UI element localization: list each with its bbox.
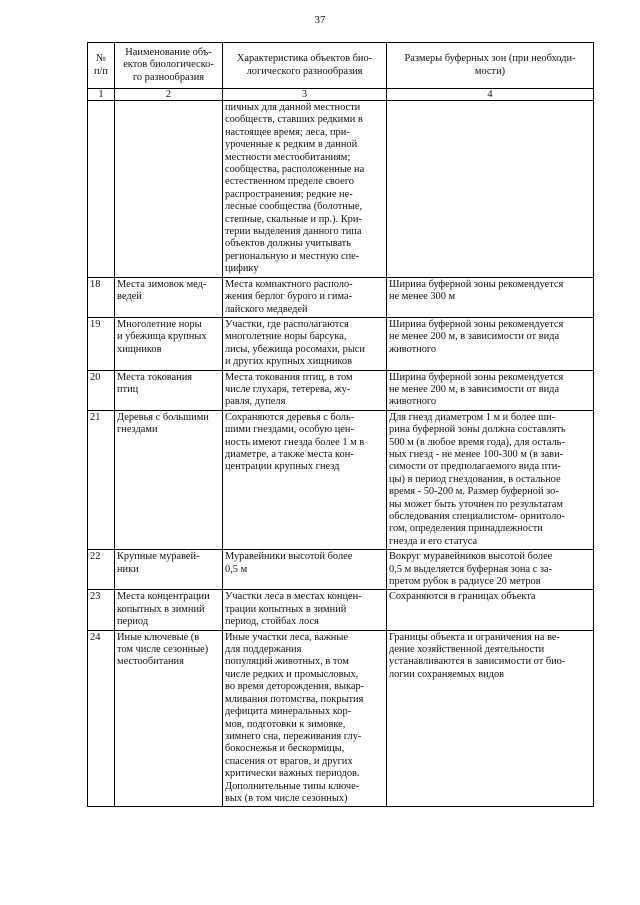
row-number: 18 (88, 277, 115, 317)
header-row (88, 43, 594, 89)
row-number (88, 101, 115, 278)
row-buffer-size (387, 101, 594, 278)
header-number: № п/п (88, 43, 115, 89)
table-row (88, 277, 594, 317)
row-number: 22 (88, 550, 115, 590)
table-row (88, 590, 594, 630)
column-number-row (88, 89, 594, 101)
table-row (88, 317, 594, 370)
row-object-name: Иные ключевые (в том числе сезонные) местообитания (115, 630, 223, 807)
row-characteristic: Участки леса в местах концен- трации копытных в зимний период, стойбах лося (223, 590, 387, 630)
header-object-name: Наименование объ- ектов биологическо- го разнообразия (115, 43, 223, 89)
row-buffer-size: Вокруг муравейников высотой более 0,5 м выделяется буферная зона с за- претом рубок в радиусе 20 метров (387, 550, 594, 590)
row-characteristic: Муравейники высотой более 0,5 м (223, 550, 387, 590)
header-characteristic: Характеристика объектов био- логического разнообразия (223, 43, 387, 89)
row-buffer-size: Для гнезд диаметром 1 м и более ши- рина буферной зоны должна составлять 500 м (в любое время года), для осталь- ных гнезд - не менее 100-300 м (в зави- симости от предполагаемого вида пти- цы) в период гнездования, в остальное время - 50-200 м. Размер буферной зо- ны может быть уточнен по результатам обследования специалистом- орнитоло- гом, определения принадлежности гнезда и его статуса (387, 410, 594, 549)
row-object-name (115, 101, 223, 278)
table-row (88, 101, 594, 278)
row-characteristic: пичных для данной местности сообществ, ставших редкими в настоящее время; леса, при- уроченные к редким в данной местности местообитаниям; сообщества, расположенные на естественном пределе своего распространения; редкие не- лесные сообщества (болотные, степные, скальные и пр.). Кри- терии выделения данного типа объектов должны учитывать региональную и местную спе- цифику (223, 101, 387, 278)
row-number: 23 (88, 590, 115, 630)
row-object-name: Многолетние норы и убежища крупных хищников (115, 317, 223, 370)
table-row (88, 370, 594, 410)
row-buffer-size: Ширина буферной зоны рекомендуется не менее 200 м, в зависимости от вида животного (387, 370, 594, 410)
row-object-name: Места токования птиц (115, 370, 223, 410)
column-number: 4 (387, 89, 594, 101)
row-number: 24 (88, 630, 115, 807)
table-row (88, 630, 594, 807)
row-buffer-size: Сохраняются в границах объекта (387, 590, 594, 630)
row-number: 20 (88, 370, 115, 410)
row-buffer-size: Ширина буферной зоны рекомендуется не менее 200 м, в зависимости от вида животного (387, 317, 594, 370)
row-characteristic: Места токования птиц, в том числе глухаря, тетерева, жу- равля, дупеля (223, 370, 387, 410)
column-number: 3 (223, 89, 387, 101)
row-characteristic: Участки, где располагаются многолетние норы барсука, лисы, убежища росомахи, рыси и других крупных хищников (223, 317, 387, 370)
table-row (88, 410, 594, 549)
row-number: 21 (88, 410, 115, 549)
row-characteristic: Сохраняются деревья с боль- шими гнездами, особую цен- ность имеют гнезда более 1 м в диаметре, а также места кон- центрации крупных гнезд (223, 410, 387, 549)
row-buffer-size: Ширина буферной зоны рекомендуется не менее 300 м (387, 277, 594, 317)
table-row (88, 550, 594, 590)
row-characteristic: Места компактного располо- жения берлог бурого и гима- лайского медведей (223, 277, 387, 317)
row-object-name: Крупные муравей- ники (115, 550, 223, 590)
column-number: 2 (115, 89, 223, 101)
row-characteristic: Иные участки леса, важные для поддержания популяций животных, в том числе редких и промысловых, во время деторождения, выкар- мливания потомства, покрытия дефицита минеральных кор- мов, подготовки к зимовке, зимнего сна, переживания глу- бокоснежья и бескормицы, спасения от врагов, и других критически важных периодов. Дополнительные типы ключе- вых (в том числе сезонных) (223, 630, 387, 807)
row-buffer-size: Границы объекта и ограничения на ве- дение хозяйственной деятельности устанавливаются в зависимости от био- логии сохраняемых видов (387, 630, 594, 807)
row-object-name: Деревья с большими гнездами (115, 410, 223, 549)
biodiversity-table (87, 42, 594, 807)
row-number: 19 (88, 317, 115, 370)
row-object-name: Места зимовок мед- ведей (115, 277, 223, 317)
header-buffer-size: Размеры буферных зон (при необходи- мости) (387, 43, 594, 89)
page-number: 37 (314, 14, 326, 26)
column-number: 1 (88, 89, 115, 101)
row-object-name: Места концентрации копытных в зимний период (115, 590, 223, 630)
